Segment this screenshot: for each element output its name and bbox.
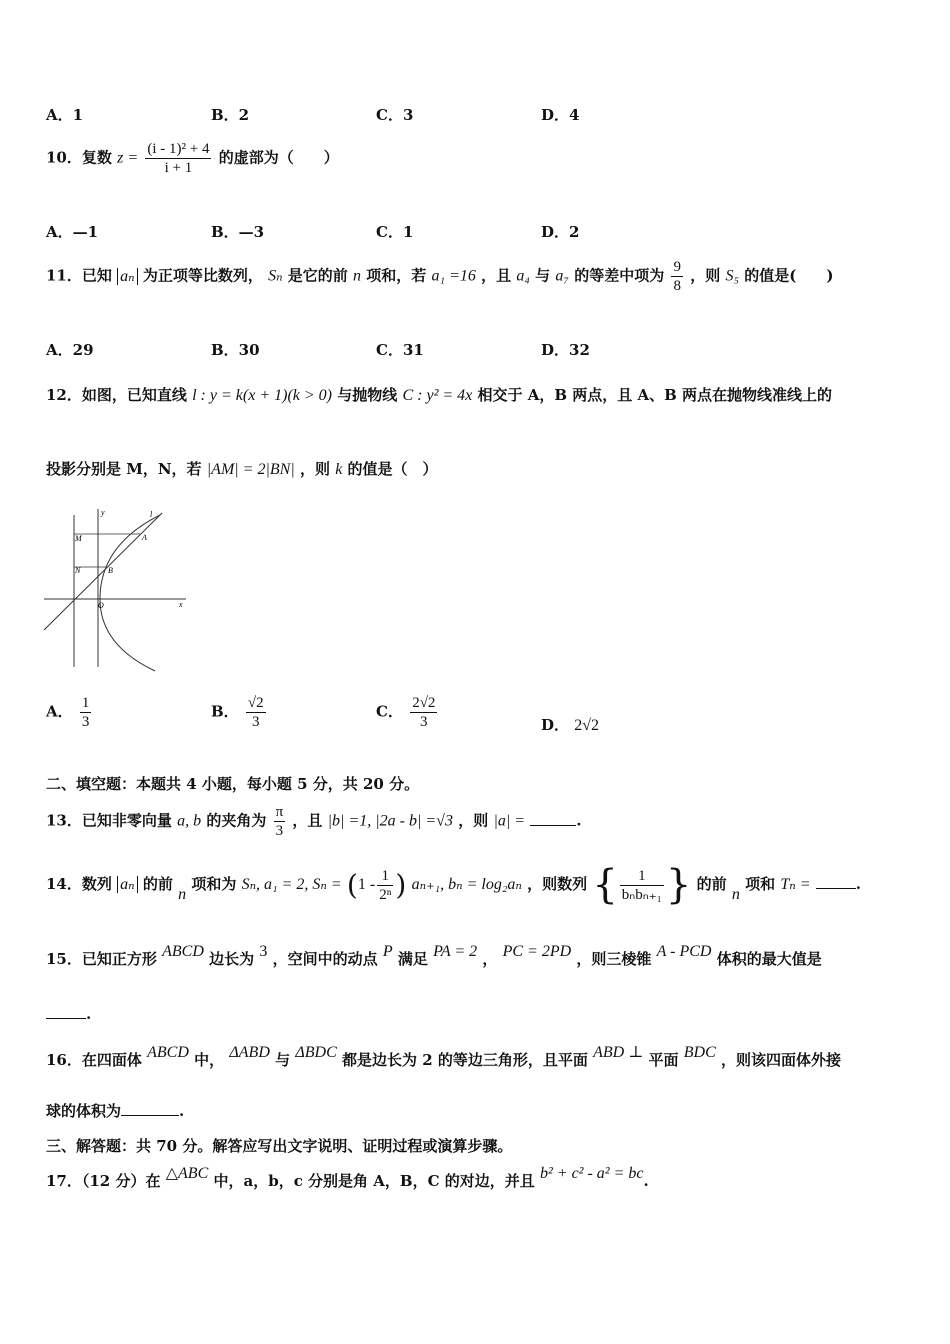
q13-t2: ，且 bbox=[292, 811, 323, 830]
q14-inner-one: 1 - bbox=[357, 876, 376, 893]
q9-option-a: A．1 bbox=[46, 106, 84, 124]
q12-opt-a-den: 3 bbox=[81, 714, 90, 730]
q10-option-a: A．—1 bbox=[46, 223, 99, 241]
q11-s5: S₅ bbox=[725, 267, 740, 285]
q14-number: 14．数列 bbox=[46, 875, 112, 893]
q15-pa: PA = 2 bbox=[433, 943, 478, 960]
q14-n2: n bbox=[731, 886, 740, 903]
q14-inner-frac bbox=[377, 867, 393, 904]
q12-t5: 的值是（ ） bbox=[347, 460, 438, 478]
question-16 bbox=[46, 1044, 841, 1070]
q15-pc: PC = 2PD bbox=[502, 943, 572, 960]
figure-label-b: B bbox=[108, 566, 113, 575]
q11-t6: 的等差中项为 bbox=[574, 266, 665, 285]
q17-end: . bbox=[643, 1172, 649, 1190]
q14-end: . bbox=[855, 875, 861, 893]
figure-label-l: l bbox=[150, 510, 153, 519]
q12-option-b bbox=[211, 694, 268, 731]
question-15-line2 bbox=[46, 1005, 91, 1023]
figure-label-o: O bbox=[98, 601, 104, 610]
q16-t5: ，则该四面体外接 bbox=[720, 1051, 841, 1069]
q12-opt-b-frac bbox=[246, 694, 266, 731]
q12-figure bbox=[40, 505, 200, 675]
q11-t5: 与 bbox=[535, 266, 551, 285]
q12-opt-a-label: A． bbox=[46, 702, 73, 721]
q13-t3: ，则 bbox=[458, 811, 489, 830]
q11-t3: 项和，若 bbox=[366, 266, 427, 285]
figure-label-y: y bbox=[101, 508, 105, 517]
q16-abcd: ABCD bbox=[147, 1044, 189, 1061]
q15-p: P bbox=[382, 943, 393, 960]
figure-line-l bbox=[44, 513, 162, 630]
q12-opt-d-value: 2√2 bbox=[574, 717, 600, 734]
q16-perp: ABD ⊥ bbox=[593, 1044, 644, 1061]
q12-opt-d-label: D． bbox=[541, 716, 570, 734]
q11-sn: Sₙ bbox=[268, 267, 283, 285]
q12-opt-c-den: 3 bbox=[420, 714, 428, 730]
q12-t4: ，则 bbox=[299, 460, 330, 478]
q15-answer-blank[interactable] bbox=[46, 1006, 86, 1019]
q13-ask: |a| = bbox=[493, 812, 526, 830]
question-12-line2 bbox=[46, 458, 438, 479]
q10-option-b: B．—3 bbox=[211, 223, 265, 241]
q12-k: k bbox=[335, 461, 343, 478]
q14-n: n bbox=[178, 886, 187, 903]
q14-s-cond: Sₙ, a₁ = 2, Sₙ = bbox=[241, 876, 342, 893]
question-10 bbox=[46, 140, 339, 177]
q11-n: n bbox=[353, 267, 362, 285]
q14-right-paren: ) bbox=[395, 868, 407, 902]
question-11 bbox=[46, 258, 833, 295]
q15-t3: 满足 bbox=[397, 950, 428, 968]
q11-t4: ，且 bbox=[481, 266, 512, 285]
q12-opt-b-den: 3 bbox=[252, 714, 260, 730]
q16-end: . bbox=[179, 1102, 185, 1120]
q16-t6: 球的体积为 bbox=[46, 1102, 122, 1120]
figure-label-a: A bbox=[142, 533, 147, 542]
q16-t3: 都是边长为 2 的等边三角形，且平面 bbox=[341, 1051, 588, 1069]
figure-label-m: M bbox=[75, 534, 82, 543]
question-15 bbox=[46, 943, 822, 969]
q14-left-paren: ( bbox=[346, 868, 358, 902]
q15-t4: ，则三棱锥 bbox=[576, 950, 652, 968]
question-12-line1 bbox=[46, 384, 832, 405]
figure-parabola bbox=[100, 515, 160, 671]
q16-abd: ΔABD bbox=[229, 1044, 270, 1061]
q11-t1: 为正项等比数列， bbox=[142, 266, 263, 285]
q14-t5: 项和 bbox=[745, 875, 776, 893]
q9-option-b: B．2 bbox=[211, 106, 250, 124]
q12-option-d bbox=[541, 714, 599, 735]
q12-line-eq: l : y = k(x + 1)(k > 0) bbox=[192, 387, 332, 404]
q10-option-d: D．2 bbox=[541, 223, 580, 241]
question-17 bbox=[46, 1165, 649, 1191]
q11-a7: a₇ bbox=[555, 267, 569, 285]
q11-option-b: B．30 bbox=[211, 341, 260, 359]
q15-pyramid: A - PCD bbox=[656, 943, 712, 960]
q12-option-a bbox=[46, 694, 93, 731]
q12-t2: 相交于 A，B 两点，且 A、B 两点在抛物线准线上的 bbox=[477, 386, 833, 404]
question-16-line2 bbox=[46, 1100, 184, 1121]
q12-t1: 与抛物线 bbox=[337, 386, 398, 404]
q14-left-brace: { bbox=[592, 862, 618, 908]
q14-tn: Tₙ = bbox=[780, 876, 811, 893]
q16-t2: 与 bbox=[275, 1051, 291, 1069]
q13-frac-den: 3 bbox=[275, 823, 284, 839]
q17-triangle: △ABC bbox=[165, 1165, 209, 1182]
q16-t4: 平面 bbox=[648, 1051, 679, 1069]
q16-answer-blank[interactable] bbox=[121, 1103, 179, 1116]
q12-opt-a-frac bbox=[80, 694, 92, 731]
q11-number: 11．已知 bbox=[46, 266, 112, 285]
q12-t3: 投影分别是 M，N，若 bbox=[46, 460, 202, 478]
q11-frac-den: 8 bbox=[673, 278, 681, 294]
q10-tail: 的虚部为（ ） bbox=[218, 148, 339, 167]
q12-cond: |AM| = 2|BN| bbox=[206, 461, 295, 478]
q13-vectors: a, b bbox=[177, 812, 202, 830]
q12-opt-b-num: √2 bbox=[247, 695, 264, 711]
question-13 bbox=[46, 803, 582, 840]
q11-option-a: A．29 bbox=[46, 341, 94, 359]
q11-frac-num: 9 bbox=[673, 259, 681, 275]
q14-seq-num: 1 bbox=[620, 867, 664, 886]
q14-t3: ，则数列 bbox=[527, 875, 588, 893]
q15-t5: 体积的最大值是 bbox=[716, 950, 822, 968]
q14-answer-blank[interactable] bbox=[816, 876, 856, 889]
figure-label-n: N bbox=[75, 566, 81, 575]
q12-opt-c-num: 2√2 bbox=[412, 695, 436, 711]
q12-opt-c-label: C． bbox=[376, 702, 403, 721]
q11-a4: a₄ bbox=[516, 267, 530, 285]
q14-t1: 的前 bbox=[142, 875, 173, 893]
section-3-heading: 三、解答题：共 70 分。解答应写出文字说明、证明过程或演算步骤。 bbox=[46, 1137, 513, 1155]
q9-option-d: D．4 bbox=[541, 106, 580, 124]
q17-number: 17．（12 分）在 bbox=[46, 1172, 161, 1190]
q11-t2: 是它的前 bbox=[287, 266, 348, 285]
q11-option-d: D．32 bbox=[541, 341, 590, 359]
q14-s-cond2: aₙ₊₁, bₙ = log₂aₙ bbox=[411, 876, 522, 893]
q14-t2: 项和为 bbox=[191, 875, 237, 893]
section-2-heading: 二、填空题：本题共 4 小题，每小题 5 分，共 20 分。 bbox=[46, 775, 420, 793]
q14-seq-frac bbox=[620, 867, 664, 904]
q14-right-brace: } bbox=[665, 862, 692, 908]
q16-bdc: ΔBDC bbox=[295, 1044, 337, 1061]
q15-sep: ， bbox=[482, 950, 498, 968]
q12-opt-c-frac bbox=[410, 694, 437, 731]
q14-inner-den: 2ⁿ bbox=[379, 886, 392, 903]
q13-number: 13．已知非零向量 bbox=[46, 811, 172, 830]
q15-number: 15．已知正方形 bbox=[46, 950, 157, 968]
q12-parabola: C : y² = 4x bbox=[402, 387, 473, 404]
q13-cond: |b| =1, |2a - b| =√3 bbox=[327, 812, 453, 830]
q13-t1: 的夹角为 bbox=[206, 811, 267, 830]
q12-number: 12．如图，已知直线 bbox=[46, 386, 187, 404]
q11-t7: ，则 bbox=[690, 266, 721, 285]
q10-num: (i - 1)² + 4 bbox=[147, 141, 210, 157]
q14-t4: 的前 bbox=[696, 875, 727, 893]
q11-a1: a₁ =16 bbox=[431, 267, 476, 285]
q10-number: 10．复数 bbox=[46, 148, 112, 167]
q15-three: 3 bbox=[259, 943, 268, 960]
q14-inner-num: 1 bbox=[377, 867, 393, 886]
q16-bdc2: BDC bbox=[683, 1044, 716, 1061]
q12-option-c bbox=[376, 694, 439, 731]
q14-an: aₙ bbox=[117, 876, 137, 893]
q17-t1: 中，a，b，c 分别是角 A，B，C 的对边，并且 bbox=[213, 1172, 535, 1190]
question-14 bbox=[46, 862, 861, 908]
q10-z: z = bbox=[117, 149, 139, 167]
q9-option-c: C．3 bbox=[376, 106, 414, 124]
q16-t1: 中， bbox=[194, 1051, 225, 1069]
q15-t1: 边长为 bbox=[209, 950, 255, 968]
q10-den: i + 1 bbox=[164, 160, 193, 176]
q14-seq-den: bₙbₙ₊₁ bbox=[621, 886, 662, 903]
q11-fraction bbox=[671, 258, 683, 295]
q11-an: aₙ bbox=[117, 268, 137, 285]
q15-end: . bbox=[86, 1005, 92, 1023]
q17-equation: b² + c² - a² = bc bbox=[539, 1165, 644, 1182]
q10-fraction bbox=[145, 140, 211, 177]
q15-abcd: ABCD bbox=[162, 943, 204, 960]
q10-option-c: C．1 bbox=[376, 223, 414, 241]
q15-t2: ，空间中的动点 bbox=[272, 950, 378, 968]
q11-t8: 的值是( ) bbox=[744, 266, 834, 285]
q11-option-c: C．31 bbox=[376, 341, 424, 359]
q13-end: . bbox=[576, 811, 582, 830]
q12-opt-b-label: B． bbox=[211, 702, 239, 721]
q13-answer-blank[interactable] bbox=[530, 813, 576, 826]
figure-label-x: x bbox=[179, 600, 183, 609]
q13-fraction bbox=[274, 803, 286, 840]
q12-opt-a-num: 1 bbox=[81, 695, 90, 711]
q13-frac-num: π bbox=[275, 804, 284, 820]
q16-number: 16．在四面体 bbox=[46, 1051, 142, 1069]
